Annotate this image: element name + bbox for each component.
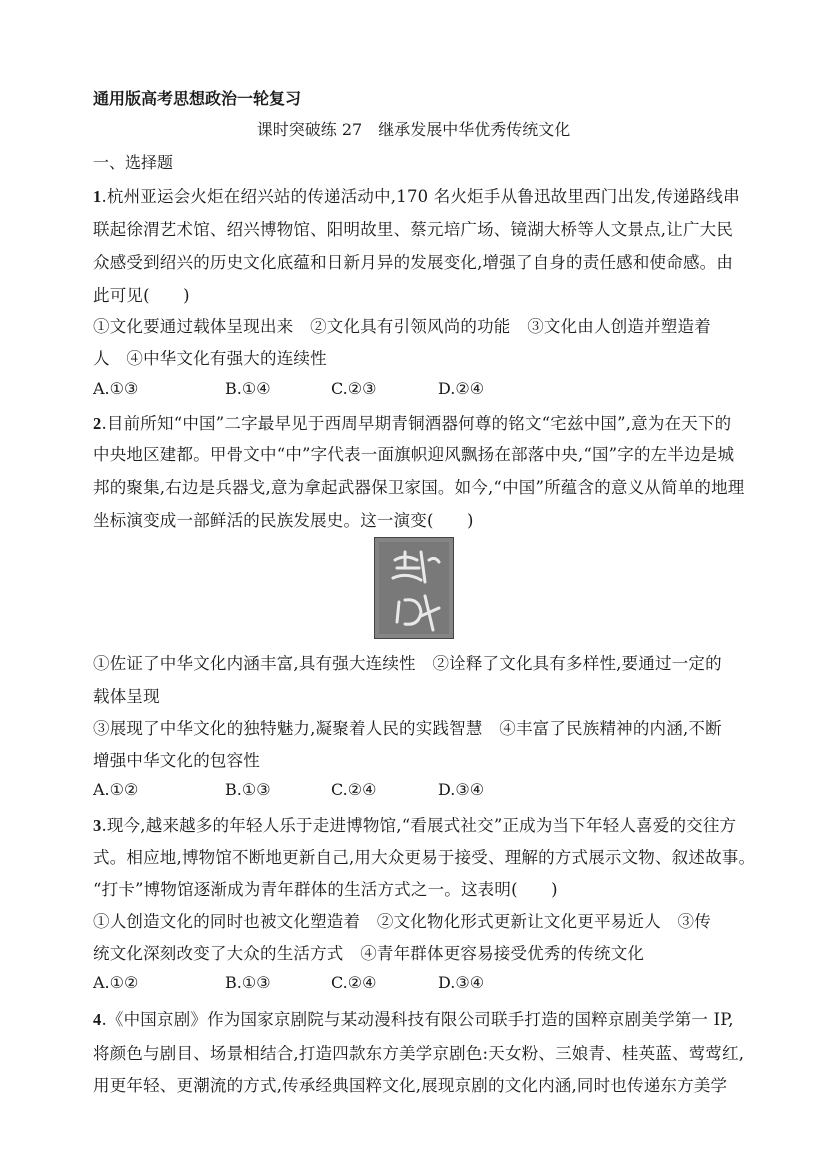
question-1-line: 联起徐渭艺术馆、绍兴博物馆、阳明故里、蔡元培广场、镜湖大桥等人文景点,让广大民 bbox=[93, 220, 734, 239]
question-3-line: “打卡”博物馆逐渐成为青年群体的生活方式之一。这表明( ) bbox=[93, 880, 558, 899]
question-3-line: 式。相应地,博物馆不断地更新自己,用大众更易于接受、理解的方式展示文物、叙述故事。 bbox=[93, 848, 756, 867]
option-b[interactable]: B.①④ bbox=[225, 379, 271, 398]
question-1-statement: 人 ④中华文化有强大的连续性 bbox=[93, 349, 327, 368]
question-2-statement: ③展现了中华文化的独特魅力,凝聚着人民的实践智慧 ④丰富了民族精神的内涵,不断 bbox=[93, 719, 722, 738]
section-heading: 一、选择题 bbox=[93, 153, 174, 172]
question-2-line: 邦的聚集,右边是兵器戈,意为拿起武器保卫家国。如今,“中国”所蕴含的意义从简单的地理 bbox=[93, 478, 745, 497]
question-4-line: 将颜色与剧目、场景相结合,打造四款东方美学京剧色:天女粉、三娘青、桂英蓝、莺莺红, bbox=[93, 1044, 745, 1063]
document-title: 课时突破练 27 继承发展中华优秀传统文化 bbox=[256, 120, 571, 139]
question-1-line: 此可见( ) bbox=[93, 286, 190, 305]
option-a[interactable]: A.①② bbox=[93, 780, 139, 799]
question-1-line: 1.杭州亚运会火炬在绍兴站的传递活动中,170 名火炬手从鲁迅故里西门出发,传递路线串 bbox=[93, 187, 740, 206]
option-b[interactable]: B.①③ bbox=[225, 780, 271, 799]
question-3-statement: ①人创造文化的同时也被文化塑造着 ②文化物化形式更新让文化更平易近人 ③传 bbox=[93, 912, 711, 931]
option-a[interactable]: A.①② bbox=[93, 973, 139, 992]
option-c[interactable]: C.②④ bbox=[331, 780, 377, 799]
question-4-line: 4.《中国京剧》作为国家京剧院与某动漫科技有限公司联手打造的国粹京剧美学第一 IP, bbox=[93, 1010, 734, 1029]
question-2-line: 坐标演变成一部鲜活的民族发展史。这一演变( ) bbox=[93, 511, 474, 530]
bronze-inscription-image bbox=[374, 537, 454, 639]
option-d[interactable]: D.②④ bbox=[438, 379, 485, 398]
option-c[interactable]: C.②③ bbox=[331, 379, 377, 398]
question-3-line: 3.现今,越来越多的年轻人乐于走进博物馆,“看展式社交”正成为当下年轻人喜爱的交往方 bbox=[93, 816, 737, 835]
option-d[interactable]: D.③④ bbox=[438, 780, 485, 799]
question-number: 2 bbox=[93, 414, 102, 433]
question-3-statement: 统文化深刻改变了大众的生活方式 ④青年群体更容易接受优秀的传统文化 bbox=[93, 944, 645, 963]
question-number: 4 bbox=[93, 1010, 102, 1029]
document-header: 通用版高考思想政治一轮复习 bbox=[93, 89, 302, 108]
question-2-line: 2.目前所知“中国”二字最早见于西周早期青铜酒器何尊的铭文“宅兹中国”,意为在天下的 bbox=[93, 414, 732, 433]
question-number: 1 bbox=[93, 187, 102, 206]
question-2-line: 中央地区建都。甲骨文中“中”字代表一面旗帜迎风飘扬在部落中央,“国”字的左半边是城 bbox=[93, 445, 735, 464]
question-2-statement: ①佐证了中华文化内涵丰富,具有强大连续性 ②诠释了文化具有多样性,要通过一定的 bbox=[93, 654, 722, 673]
question-1-statement: ①文化要通过载体呈现出来 ②文化具有引领风尚的功能 ③文化由人创造并塑造着 bbox=[93, 317, 711, 336]
option-c[interactable]: C.②④ bbox=[331, 973, 377, 992]
option-a[interactable]: A.①③ bbox=[93, 379, 139, 398]
option-b[interactable]: B.①③ bbox=[225, 973, 271, 992]
question-2-statement: 载体呈现 bbox=[93, 687, 160, 706]
question-4-line: 用更年轻、更潮流的方式,传承经典国粹文化,展现京剧的文化内涵,同时也传递东方美学 bbox=[93, 1076, 728, 1095]
question-2-statement: 增强中华文化的包容性 bbox=[93, 751, 260, 770]
question-number: 3 bbox=[93, 816, 102, 835]
option-d[interactable]: D.③④ bbox=[438, 973, 485, 992]
question-1-line: 众感受到绍兴的历史文化底蕴和日新月异的发展变化,增强了自身的责任感和使命感。由 bbox=[93, 253, 734, 272]
